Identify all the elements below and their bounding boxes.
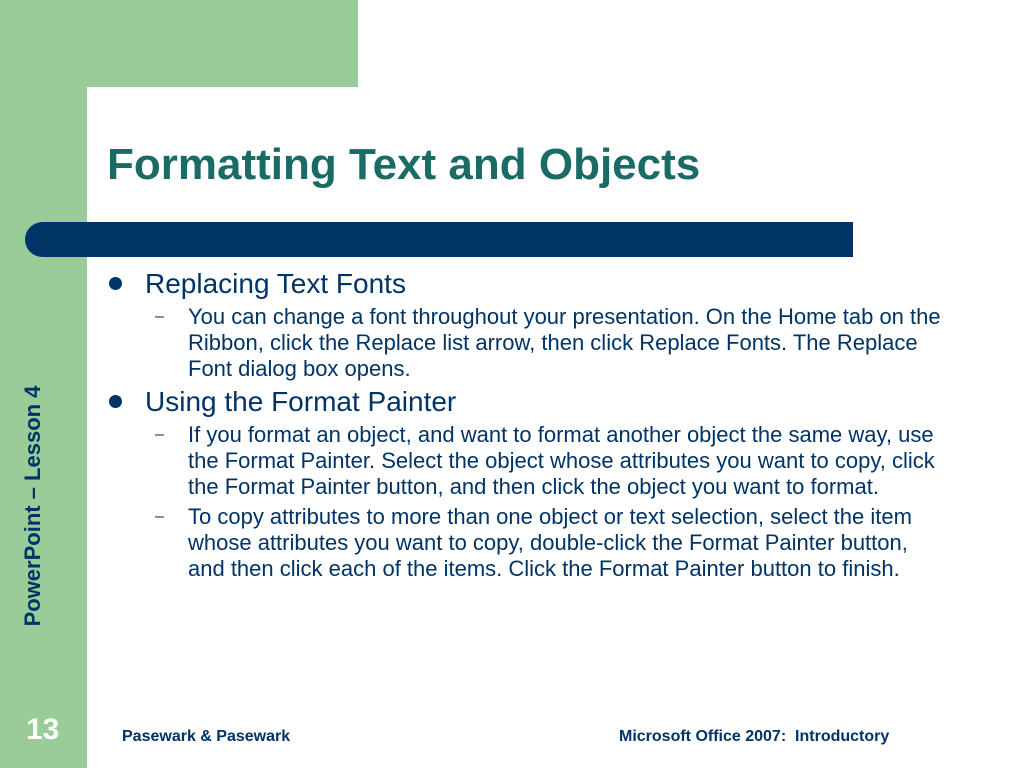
dash-icon: – xyxy=(155,308,164,325)
bullet-dot-icon xyxy=(109,277,122,290)
sub-bullet-item xyxy=(107,304,948,382)
green-top-band xyxy=(0,0,358,87)
dash-icon: – xyxy=(155,508,164,525)
sub-bullet-text: To copy attributes to more than one object or text selection, select the item whose attributes you want to copy, double-click the Format Painter button, and then click each of the items. Click the Format Painter button to finish. xyxy=(188,504,912,581)
sub-bullet-text: If you format an object, and want to format another object the same way, use the Format Painter. Select the object whose attributes you want to copy, click the Format Painter button, and then click the object you want to format. xyxy=(188,422,935,499)
slide-body xyxy=(107,268,967,586)
sub-bullet-item xyxy=(107,504,948,582)
lesson-side-label: PowerPoint – Lesson 4 xyxy=(20,385,45,627)
bullet-item xyxy=(107,386,967,418)
bullet-dot-icon xyxy=(109,395,122,408)
bullet-text: Using the Format Painter xyxy=(145,386,457,417)
page-number: 13 xyxy=(26,713,60,746)
title-underline-bar xyxy=(25,222,853,257)
footer-author: Pasewark & Pasewark xyxy=(122,728,291,745)
sub-bullet-item xyxy=(107,422,948,500)
dash-icon: – xyxy=(155,426,164,443)
slide-title: Formatting Text and Objects xyxy=(107,140,701,189)
sub-bullet-text: You can change a font throughout your presentation. On the Home tab on the Ribbon, click the Replace list arrow, then click Replace Fonts. The Replace Font dialog box opens. xyxy=(188,304,941,381)
bullet-text: Replacing Text Fonts xyxy=(145,268,406,299)
green-side-band xyxy=(0,0,87,768)
bullet-item xyxy=(107,268,967,300)
footer-course: Microsoft Office 2007: Introductory xyxy=(619,728,890,745)
